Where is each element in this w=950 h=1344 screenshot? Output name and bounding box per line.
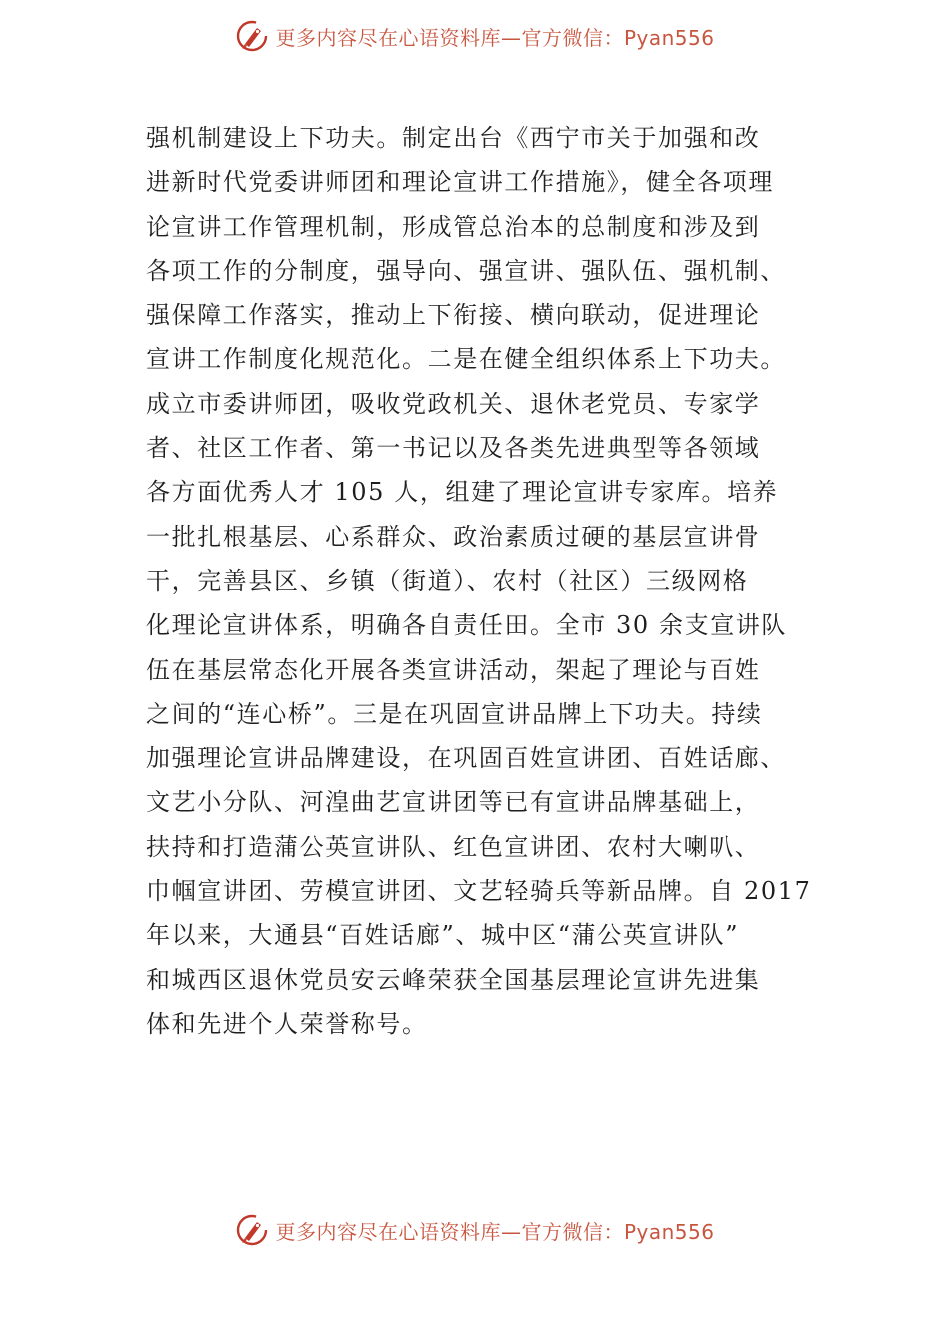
paragraph-line: 强保障工作落实，推动上下衔接、横向联动，促进理论 (146, 301, 761, 330)
paragraph-line: 宣讲工作制度化规范化。二是在健全组织体系上下功夫。 (146, 345, 786, 374)
paragraph-line: 年以来，大通县“百姓话廊”、城中区“蒲公英宣讲队” (146, 921, 740, 950)
paragraph-line: 巾帼宣讲团、劳模宣讲团、文艺轻骑兵等新品牌。自 2017 (146, 877, 812, 906)
paragraph-line: 进新时代党委讲师团和理论宣讲工作措施》，健全各项理 (146, 168, 774, 197)
paragraph-line: 扶持和打造蒲公英宣讲队、红色宣讲团、农村大喇叭、 (146, 832, 761, 861)
header-banner-text: 更多内容尽在心语资料库—官方微信：Pyan556 (275, 25, 715, 50)
paragraph-line: 文艺小分队、河湟曲艺宣讲团等已有宣讲品牌基础上， (146, 788, 761, 817)
paragraph-line: 化理论宣讲体系，明确各自责任田。全市 30 余支宣讲队 (146, 611, 787, 640)
paragraph-line: 各方面优秀人才 105 人，组建了理论宣讲专家库。培养 (146, 478, 779, 507)
paragraph-line: 加强理论宣讲品牌建设，在巩固百姓宣讲团、百姓话廊、 (146, 744, 786, 773)
paragraph-line: 之间的“连心桥”。三是在巩固宣讲品牌上下功夫。持续 (146, 699, 763, 728)
paragraph-line: 强机制建设上下功夫。制定出台《西宁市关于加强和改 (146, 124, 761, 152)
paragraph-line: 成立市委讲师团，吸收党政机关、退休老党员、专家学 (146, 389, 761, 418)
paragraph-line: 和城西区退休党员安云峰荣获全国基层理论宣讲先进集 (146, 965, 761, 994)
pen-nib-logo-icon (235, 19, 269, 53)
paragraph-line: 干，完善县区、乡镇（街道）、农村（社区）三级网格 (146, 566, 749, 595)
paragraph-line: 论宣讲工作管理机制，形成管总治本的总制度和涉及到 (146, 212, 761, 241)
footer-banner (0, 1208, 950, 1252)
paragraph-line: 体和先进个人荣誉称号。 (146, 1009, 428, 1038)
paragraph-line: 者、社区工作者、第一书记以及各类先进典型等各领域 (146, 434, 761, 463)
header-banner (0, 14, 950, 58)
document-body (146, 116, 826, 1046)
paragraph-line: 伍在基层常态化开展各类宣讲活动，架起了理论与百姓 (146, 655, 761, 684)
pen-nib-logo-icon (235, 1213, 269, 1247)
paragraph-line: 一批扎根基层、心系群众、政治素质过硬的基层宣讲骨 (146, 522, 761, 551)
paragraph-line: 各项工作的分制度，强导向、强宣讲、强队伍、强机制、 (146, 256, 786, 285)
footer-banner-text: 更多内容尽在心语资料库—官方微信：Pyan556 (275, 1219, 715, 1244)
